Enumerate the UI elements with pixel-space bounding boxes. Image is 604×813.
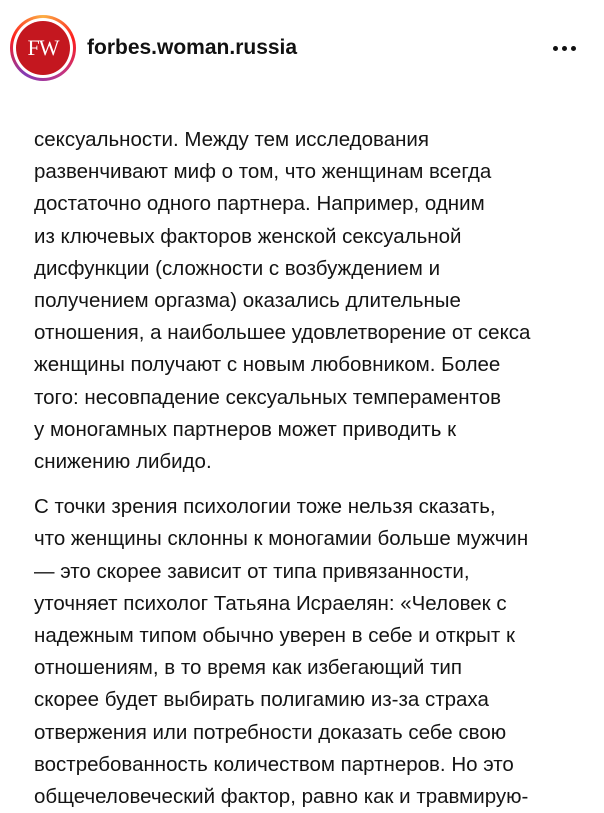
avatar-story-ring[interactable] <box>10 15 76 81</box>
text-line: скорее будет выбирать полигамию из-за страха <box>34 688 489 712</box>
post-paragraph-2 <box>34 491 594 813</box>
text-line: востребованность количеством партнеров. Но это <box>34 752 514 776</box>
text-line: отношениям, в то время как избегающий тип <box>34 656 462 680</box>
text-line: отвержения или потребности доказать себе свою <box>34 720 507 744</box>
text-line: — это скорее зависит от типа привязанности, <box>34 559 470 583</box>
avatar-logo-text: FW <box>27 35 59 60</box>
text-line: надежным типом обычно уверен в себе и открыт к <box>34 624 515 648</box>
text-line: получением оргазма) оказались длительные <box>34 289 461 313</box>
post-text-body <box>34 124 594 813</box>
more-horizontal-icon <box>562 46 567 51</box>
text-line: из ключевых факторов женской сексуальной <box>34 224 462 248</box>
text-line: того: несовпадение сексуальных темпераментов <box>34 385 501 409</box>
text-line: уточняет психолог Татьяна Исраелян: «Человек с <box>34 591 507 615</box>
text-line: общечеловеческий фактор, равно как и травмирую- <box>34 785 529 809</box>
text-line: снижению либидо. <box>34 450 212 474</box>
more-horizontal-icon <box>571 46 576 51</box>
text-line: что женщины склонны к моногамии больше мужчин <box>34 527 529 551</box>
text-line: женщины получают с новым любовником. Более <box>34 353 501 377</box>
text-line: развенчивают миф о том, что женщинам всегда <box>34 160 492 184</box>
avatar[interactable] <box>16 21 70 75</box>
text-line: сексуальности. Между тем исследования <box>34 128 429 151</box>
text-line: достаточно одного партнера. Например, одним <box>34 192 485 216</box>
more-horizontal-icon <box>553 46 558 51</box>
avatar-gap <box>13 18 73 78</box>
post-header <box>0 0 604 96</box>
post-paragraph-1 <box>34 124 594 478</box>
text-line: С точки зрения психологии тоже нельзя сказать, <box>34 495 496 519</box>
username-link[interactable]: forbes.woman.russia <box>87 36 298 59</box>
text-line: у моногамных партнеров может приводить к <box>34 417 457 441</box>
text-line: дисфункции (сложности с возбуждением и <box>34 256 441 280</box>
text-line: отношения, а наибольшее удовлетворение от секса <box>34 321 531 345</box>
more-options-button[interactable] <box>546 33 582 63</box>
